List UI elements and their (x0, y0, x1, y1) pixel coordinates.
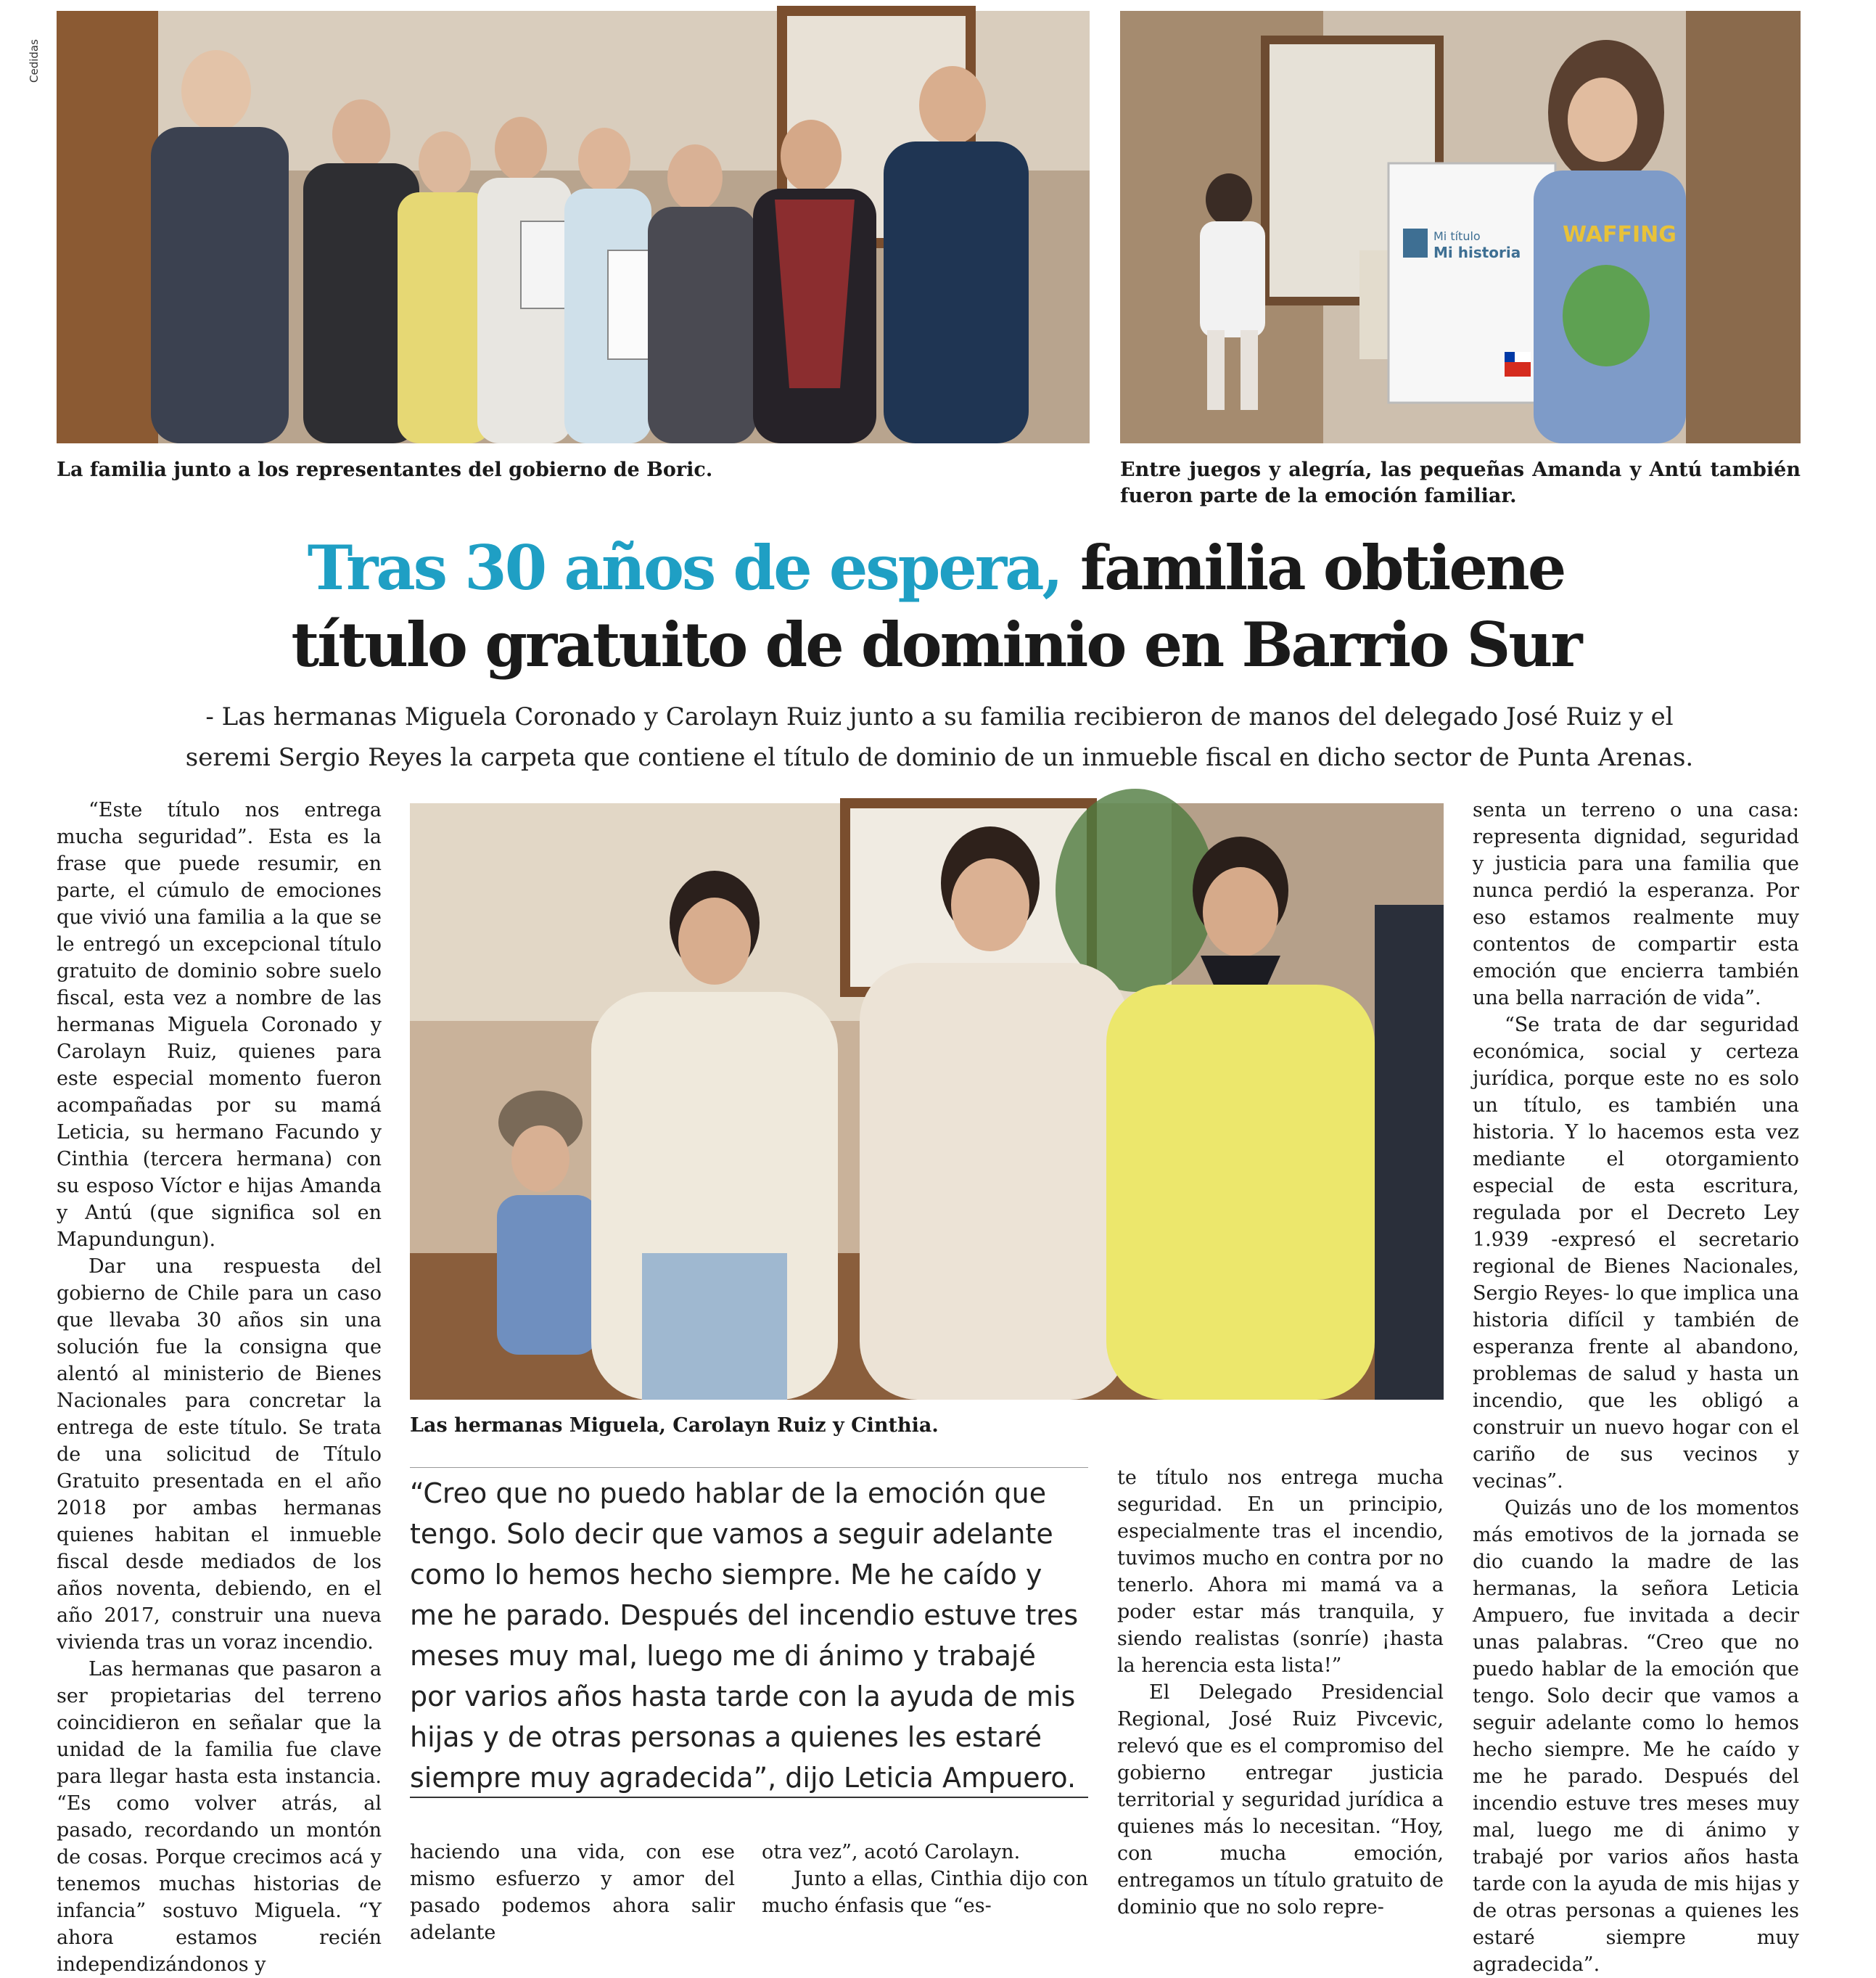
body-column-2 (410, 1839, 735, 1944)
family-photo-caption: La familia junto a los representantes del gobierno de Boric. (57, 459, 713, 481)
headline-rest: familia obtiene (1061, 532, 1565, 604)
body-column-3 (762, 1839, 1088, 1933)
three-sisters-photo (410, 803, 1444, 1400)
body-paragraph: otra vez”, acotó Carolayn. (762, 1841, 1021, 1863)
body-paragraph: Dar una respuesta del gobierno de Chile para un caso que llevaba 30 años sin una solución fue la consigna que alentó al ministerio de Bienes Nacionales para concretar la entrega de este título. Se trata de una solicitud de Título Gratuito presentada en el año 2018 por ambas hermanas quienes habitan el inmueble fiscal desde mediados de los años noventa, debiendo, en el año 2017, construir una nueva vivienda tras un voraz incendio. (57, 1255, 382, 1654)
family-with-officials-photo (57, 11, 1090, 443)
headline (145, 530, 1727, 684)
family-photo-illustration (57, 11, 1090, 443)
body-column-1 (57, 797, 382, 1976)
body-paragraph: “Se trata de dar seguridad económica, social y certeza jurídica, porque este no es solo un título, es también una historia. Y lo hacemos esta vez mediante el otorgamiento especial de esta escritura, regulada por el Decreto Ley 1.939 -expresó el secretario regional de Bienes Nacionales, Sergio Reyes- lo que implica una historia difícil y también de esperanza frente al abandono, problemas de salud y hasta un incendio, que les obligó a construir un nuevo hogar con el cariño de sus vecinos y vecinas”. (1473, 1014, 1799, 1493)
lead-line-1: - Las hermanas Miguela Coronado y Carolayn Ruiz junto a su familia recibieron de manos del delegado José Ruiz y el (205, 702, 1674, 731)
body-paragraph: Quizás uno de los momentos más emotivos de la jornada se dio cuando la madre de las hermanas, la señora Leticia Ampuero, fue invitada a decir unas palabras. “Creo que no puedo hablar de la emoción que tengo. Solo decir que vamos a seguir adelante como lo hemos hecho siempre. Me he caído y me he parado. Después del incendio estuve tres meses muy mal, luego me di ánimo y trabajé por varios años hasta tarde con la ayuda de mis hijas y de otras personas a quienes les estaré siempre muy agradecida”. (1473, 1497, 1799, 1976)
body-paragraph: haciendo una vida, con ese mismo esfuerzo y amor del pasado podemos ahora salir adelante (410, 1841, 735, 1944)
sisters-photo-illustration (410, 803, 1444, 1400)
body-paragraph: “Este título nos entrega mucha seguridad”. Esta es la frase que puede resumir, en parte, el cúmulo de emociones que vivió una familia a la que se le entregó un excepcional título gratuito de dominio sobre suelo fiscal, esta vez a nombre de las hermanas Miguela Coronado y Carolayn Ruiz, quienes para este especial momento fueron acompañadas por su mamá Leticia, su hermano Facundo y Cinthia (tercera hermana) con su esposo Víctor e hijas Amanda y Antú (que significa sol en Mapundungun). (57, 799, 382, 1251)
headline-line-1 (145, 530, 1727, 607)
body-column-5 (1473, 797, 1799, 1976)
headline-line-2: título gratuito de dominio en Barrio Sur (291, 609, 1581, 681)
photo-credit: Cedidas (28, 39, 41, 83)
pull-quote-bottom-rule (410, 1797, 1088, 1798)
girls-playing-photo (1120, 11, 1801, 443)
folder-subtitle: Mi historia (1433, 244, 1521, 261)
girls-photo-illustration (1120, 11, 1801, 443)
girls-photo-caption: Entre juegos y alegría, las pequeñas Amanda y Antú también fueron parte de la emoción familiar. (1120, 459, 1801, 507)
lead-line-2: seremi Sergio Reyes la carpeta que contiene el título de dominio de un inmueble fiscal en dicho sector de Punta Arenas. (185, 743, 1694, 772)
body-paragraph: El Delegado Presidencial Regional, José Ruiz Pivcevic, relevó que es el compromiso del gobierno entregar justicia territorial y seguridad jurídica a quienes más lo necesitan. “Hoy, con mucha emoción, entregamos un título gratuito de dominio que no solo repre- (1117, 1681, 1444, 1919)
shirt-print: WAFFING (1563, 222, 1677, 247)
body-paragraph: Las hermanas que pasaron a ser propietarias del terreno coincidieron en señalar que la unidad de la familia fue clave para llegar hasta esta instancia. “Es como volver atrás, al pasado, recordando un montón de cosas. Porque crecimos acá y tenemos muchas historias de infancia” sostuvo Miguela. “Y ahora estamos recién independizándonos y (57, 1658, 382, 1976)
body-paragraph: Junto a ellas, Cinthia dijo con mucho énfasis que “es- (762, 1868, 1088, 1917)
sisters-photo-caption: Las hermanas Miguela, Carolayn Ruiz y Cinthia. (410, 1414, 939, 1437)
body-column-4 (1117, 1464, 1444, 1933)
folder-title: Mi título (1433, 229, 1481, 243)
pull-quote-top-rule (410, 1467, 1088, 1468)
body-paragraph: te título nos entrega mucha seguridad. En un principio, especialmente tras el incendio, tuvimos mucho en contra por no tenerlo. Ahora mi mamá va a poder estar más tranquila, y siendo realistas (sonríe) ¡hasta la herencia esta lista!” (1117, 1466, 1444, 1677)
body-paragraph: senta un terreno o una casa: representa dignidad, seguridad y justicia para una familia que nunca perdió la esperanza. Por eso estamos realmente muy contentos de compartir esta emoción que encierra también una bella narración de vida”. (1473, 799, 1799, 1009)
headline-accent: Tras 30 años de espera, (307, 532, 1061, 604)
pull-quote: “Creo que no puedo hablar de la emoción que tengo. Solo decir que vamos a seguir adelante como lo hemos hecho siempre. Me he caído y me he parado. Después del incendio estuve tres meses muy mal, luego me di ánimo y trabajé por varios años hasta tarde con la ayuda de mis hijas y de otras personas a quienes les estaré siempre muy agradecida”, dijo Leticia Ampuero. (410, 1477, 1079, 1794)
lead-paragraph (109, 697, 1770, 778)
